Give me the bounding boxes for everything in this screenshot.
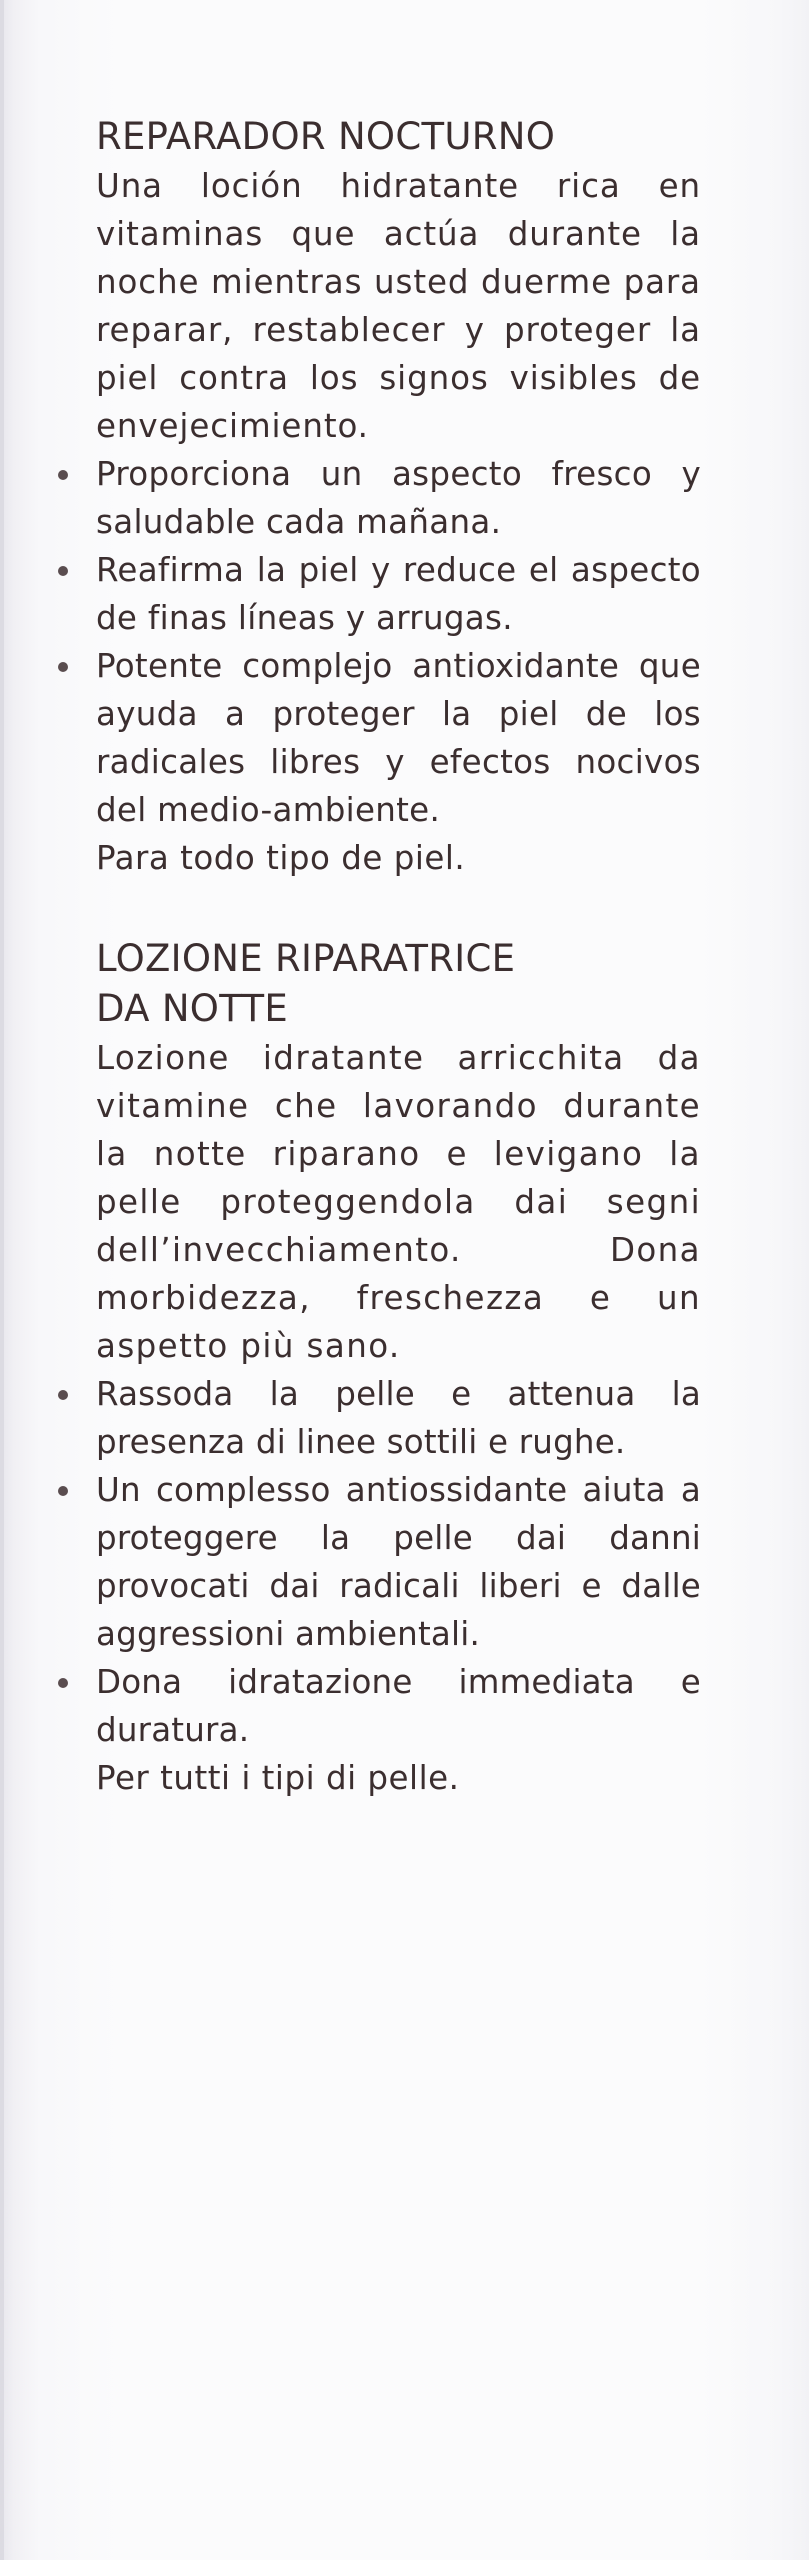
italian-title	[96, 934, 701, 1034]
italian-intro: Lozione idratante arricchita da vitamine che lavorando durante la notte riparano e levigano la pelle proteggendola dai segni dell’invecchiamento. Dona morbidezza, freschezza e un aspetto più sano.	[96, 1039, 701, 1365]
spanish-bullet-text: Reafirma la piel y reduce el aspecto de finas líneas y arrugas.	[96, 551, 701, 637]
spanish-bullet-item	[96, 450, 701, 546]
spanish-bullet-text: Proporciona un aspecto fresco y saludable cada mañana.	[96, 455, 701, 541]
italian-bullet-text: Un complesso antiossidante aiuta a proteggere la pelle dai danni provocati dai radicali liberi e dalle aggressioni ambientali.	[96, 1471, 701, 1653]
spanish-bullet-text: Potente complejo antioxidante que ayuda a proteger la piel de los radicales libres y efectos nocivos del medio-ambiente.	[96, 647, 701, 829]
italian-bullet-text: Rassoda la pelle e attenua la presenza di linee sottili e rughe.	[96, 1375, 701, 1461]
spanish-section	[96, 112, 701, 882]
bullet-dot-icon	[58, 1486, 68, 1496]
spanish-bullet-item	[96, 546, 701, 642]
bullet-dot-icon	[58, 662, 68, 672]
italian-bullet-list	[96, 1370, 701, 1754]
italian-section	[96, 934, 701, 1802]
italian-closing: Per tutti i tipi di pelle.	[96, 1759, 460, 1797]
spanish-intro: Una loción hidratante rica en vitaminas que actúa durante la noche mientras usted duerme para reparar, restablecer y proteger la piel contra los signos visibles de envejecimiento.	[96, 167, 701, 445]
italian-bullet-item	[96, 1370, 701, 1466]
bullet-dot-icon	[58, 470, 68, 480]
bullet-dot-icon	[58, 566, 68, 576]
spanish-closing: Para todo tipo de piel.	[96, 839, 466, 877]
italian-bullet-item	[96, 1658, 701, 1754]
italian-bullet-text: Dona idratazione immediata e duratura.	[96, 1663, 701, 1749]
package-left-edge	[0, 0, 4, 2560]
bullet-dot-icon	[58, 1390, 68, 1400]
italian-title-line-1: LOZIONE RIPARATRICE	[96, 937, 516, 980]
bullet-dot-icon	[58, 1678, 68, 1688]
spanish-bullet-list	[96, 450, 701, 834]
spanish-title: REPARADOR NOCTURNO	[96, 115, 556, 158]
italian-bullet-item	[96, 1466, 701, 1658]
italian-title-line-2: DA NOTTE	[96, 987, 289, 1030]
spanish-bullet-item	[96, 642, 701, 834]
